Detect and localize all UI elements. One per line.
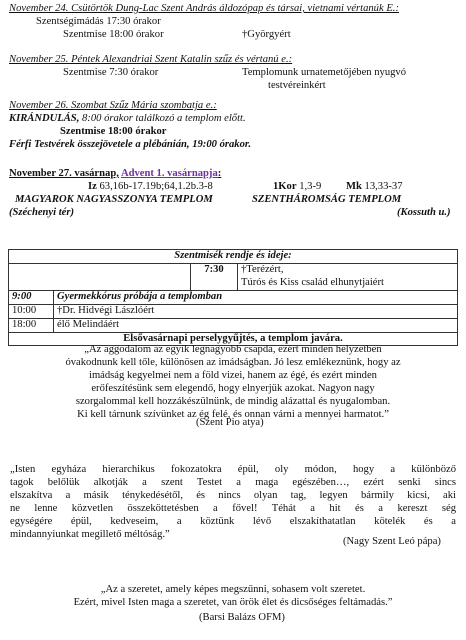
church-right: SZENTHÁROMSÁG TEMPLOM [252,194,402,205]
event-cell: Gyermekkórus próbája a templomban [54,290,238,304]
quote-line: Ezért, mivel Isten maga a szeretet, van örök élet és dicsőséges feltámadás.” [73,596,393,608]
sunday-heading: November 27. vasárnap, Advent 1. vasárnapja: [9,168,222,179]
quote-author: (Nagy Szent Leó pápa) [343,536,441,547]
quote-barsi [10,584,456,610]
church-left-location: (Széchenyi tér) [9,207,75,218]
table-row [9,290,458,304]
quote-line: mindannyiunkat megillető méltóság.” [10,528,170,540]
quote-author: (Barsi Balázs OFM) [199,612,285,623]
day-nov27 [9,168,459,220]
quote-line: imádság kegyelmei nem a föld vizei, hanem az égé, és ezért minden [89,369,377,381]
event-text: Szentségimádás 17:30 órakor [36,15,161,27]
intention-cell: †Terézért, Túrós és Kiss család elhunytjaiért [238,263,458,290]
day-heading: November 26. Szombat Szűz Mária szombatja e.: [9,100,217,111]
quote-line: elszakítva a másik ténykedésétől, és nincs olyan tag, legyen bármily kicsi, aki [10,489,456,501]
day-nov24 [9,3,459,42]
event-text: Szentmise 7:30 órakor [63,66,159,78]
brothers-meeting-text: Férfi Testvérek összejövetele a plébánián, 19:00 órakor. [9,138,252,150]
quote-line: óvakodnunk kell tőle, különösen az imádságban. Jó lesz emlékeznünk, hogy az [65,356,401,368]
mass-schedule-table [8,249,458,346]
intention-text: testvéreinkért [268,79,326,91]
church-left: MAGYAROK NAGYASSZONYA TEMPLOM [15,194,213,205]
collection-note: Elsővasárnapi perselygyűjtés, a templom javára. [9,332,458,346]
table-row [9,318,458,332]
time-cell: 10:00 [9,304,54,318]
table-row [9,263,458,290]
quote-line: tagok belőlük alkotják a szent Testet a maga egészében…, ezért senki sincs [10,476,456,488]
day-heading: November 25. Péntek Alexandriai Szent Katalin szűz és vértanú e.: [9,54,293,65]
intention-text: Templomunk urnatemetőjében nyugvó [242,66,407,78]
day-nov25 [9,54,459,93]
quote-line: „Az a szeretet, amely képes megszűnni, sohasem volt szeretet. [100,584,366,595]
quote-line: „Isten egyháza hierarchikus fokozatokra épül, oly módon, hogy a különböző [10,464,456,475]
day-heading: November 24. Csütörtök Dung-Lac Szent András áldozópap és társai, vietnami vértanúk E.: [9,3,399,14]
table-row [9,304,458,318]
time-cell: 7:30 [191,263,238,290]
quote-line: „Az aggodalom az egyik legnagyobb csapda, ezért minden helyzetben [84,344,382,355]
time-cell: 18:00 [9,318,54,332]
quote-line: egységére épül, kedveseim, a köztünk lévő elszakíthatatlan kötelék és a [10,515,456,527]
quote-line: ne lenne közvetlen összeköttetésben a fővel! Téhát a hit és a kereszt ség [10,502,456,514]
schedule-title: Szentmisék rendje és ideje: [9,250,458,264]
intention-cell: †Dr. Hidvégi Lászlóért [54,304,238,318]
quote-pio [10,344,456,422]
event-text: Szentmise 18:00 órakor [63,28,164,40]
intention-text: †Györgyért [242,28,291,40]
quote-line: erőfeszítésünk sem elegendő, hogy elnyerjük azokat. Nagyon nagy [91,382,375,394]
church-right-location: (Kossuth u.) [397,207,451,218]
quote-author: (Szent Pio atya) [196,417,264,428]
reading-2: 1Kor 1,3-9 [273,181,322,192]
mass-text: Szentmise 18:00 órakor [60,125,167,137]
quote-line: Ki kell tárnunk szívünket az ég felé, és onnan várni a mennyei harmatot.” [77,408,389,420]
reading-1: Iz 63,16b-17.19b;64,1.2b.3-8 [88,181,213,192]
quote-line: szorgalommal kell hozzákészülnünk, de mindig alázattal és nyugalomban. [75,395,391,407]
quote-leo [10,464,456,542]
intention-cell: élő Melindáért [54,318,238,332]
day-nov26 [9,100,459,152]
reading-3: Mk 13,33-37 [346,181,403,192]
time-cell: 9:00 [9,290,54,304]
excursion-text: KIRÁNDULÁS, 8:00 órakor találkozó a templom előtt. [9,112,246,124]
